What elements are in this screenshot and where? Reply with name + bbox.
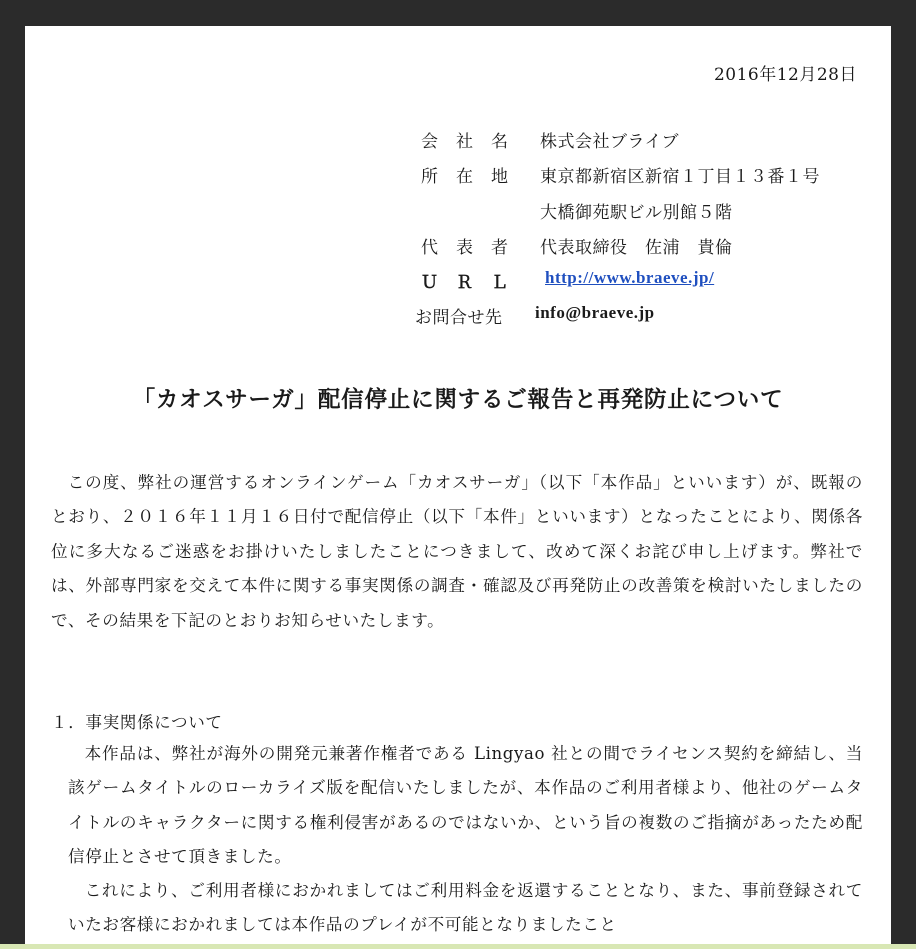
representative-label: 代 表 者 bbox=[421, 238, 509, 258]
contact-label: お問合せ先 bbox=[415, 308, 503, 328]
document-title: 「カオスサーガ」配信停止に関するご報告と再発防止について bbox=[132, 387, 784, 413]
section-paragraph: 本作品は、弊社が海外の開発元兼著作権者である Lingyao 社との間でライセンス契約を締結し、当該ゲームタイトルのローカライズ版を配信いたしましたが、本作品のご利用者様より、他社のゲームタイトルのキャラクターに関する権利侵害があるのではないか、という旨の複数のご指摘があったため配信停止とさせて頂きました。 bbox=[68, 744, 863, 867]
address-value-line-2: 大橋御苑駅ビル別館５階 bbox=[540, 203, 733, 223]
section-paragraph-continued: これにより、ご利用者様におかれましてはご利用料金を返還することとなり、また、事前登録されていたお客様におかれましては本作品のプレイが不可能となりましたこと bbox=[68, 881, 863, 935]
address-label: 所 在 地 bbox=[421, 167, 509, 187]
representative-value: 代表取締役 佐浦 貴倫 bbox=[540, 238, 733, 258]
intro-paragraph: この度、弊社の運営するオンラインゲーム「カオスサーガ」（以下「本作品」といいます）が、既報のとおり、２０１６年１１月１６日付で配信停止（以下「本件」といいます）となったことにより、関係各位に多大なるご迷惑をお掛けいたしましたことにつきまして、改めて深くお詫び申し上げます。弊社では、外部専門家を交えて本件に関する事実関係の調査・確認及び再発防止の改善策を検討いたしましたので、その結果を下記のとおりお知らせいたします。 bbox=[51, 473, 863, 630]
company-name-value: 株式会社ブライブ bbox=[540, 132, 679, 152]
company-name-label: 会 社 名 bbox=[421, 132, 509, 152]
contact-email: info@braeve.jp bbox=[535, 303, 655, 322]
viewer-bottom-edge bbox=[0, 944, 916, 949]
website-link[interactable]: http://www.braeve.jp/ bbox=[545, 268, 715, 287]
section-heading: １．事実関係について bbox=[51, 713, 223, 732]
document-date: 2016年12月28日 bbox=[713, 65, 857, 85]
address-value: 東京都新宿区新宿１丁目１３番１号 bbox=[540, 167, 820, 187]
document-page bbox=[25, 26, 891, 949]
url-label: Ｕ Ｒ Ｌ bbox=[421, 273, 509, 293]
